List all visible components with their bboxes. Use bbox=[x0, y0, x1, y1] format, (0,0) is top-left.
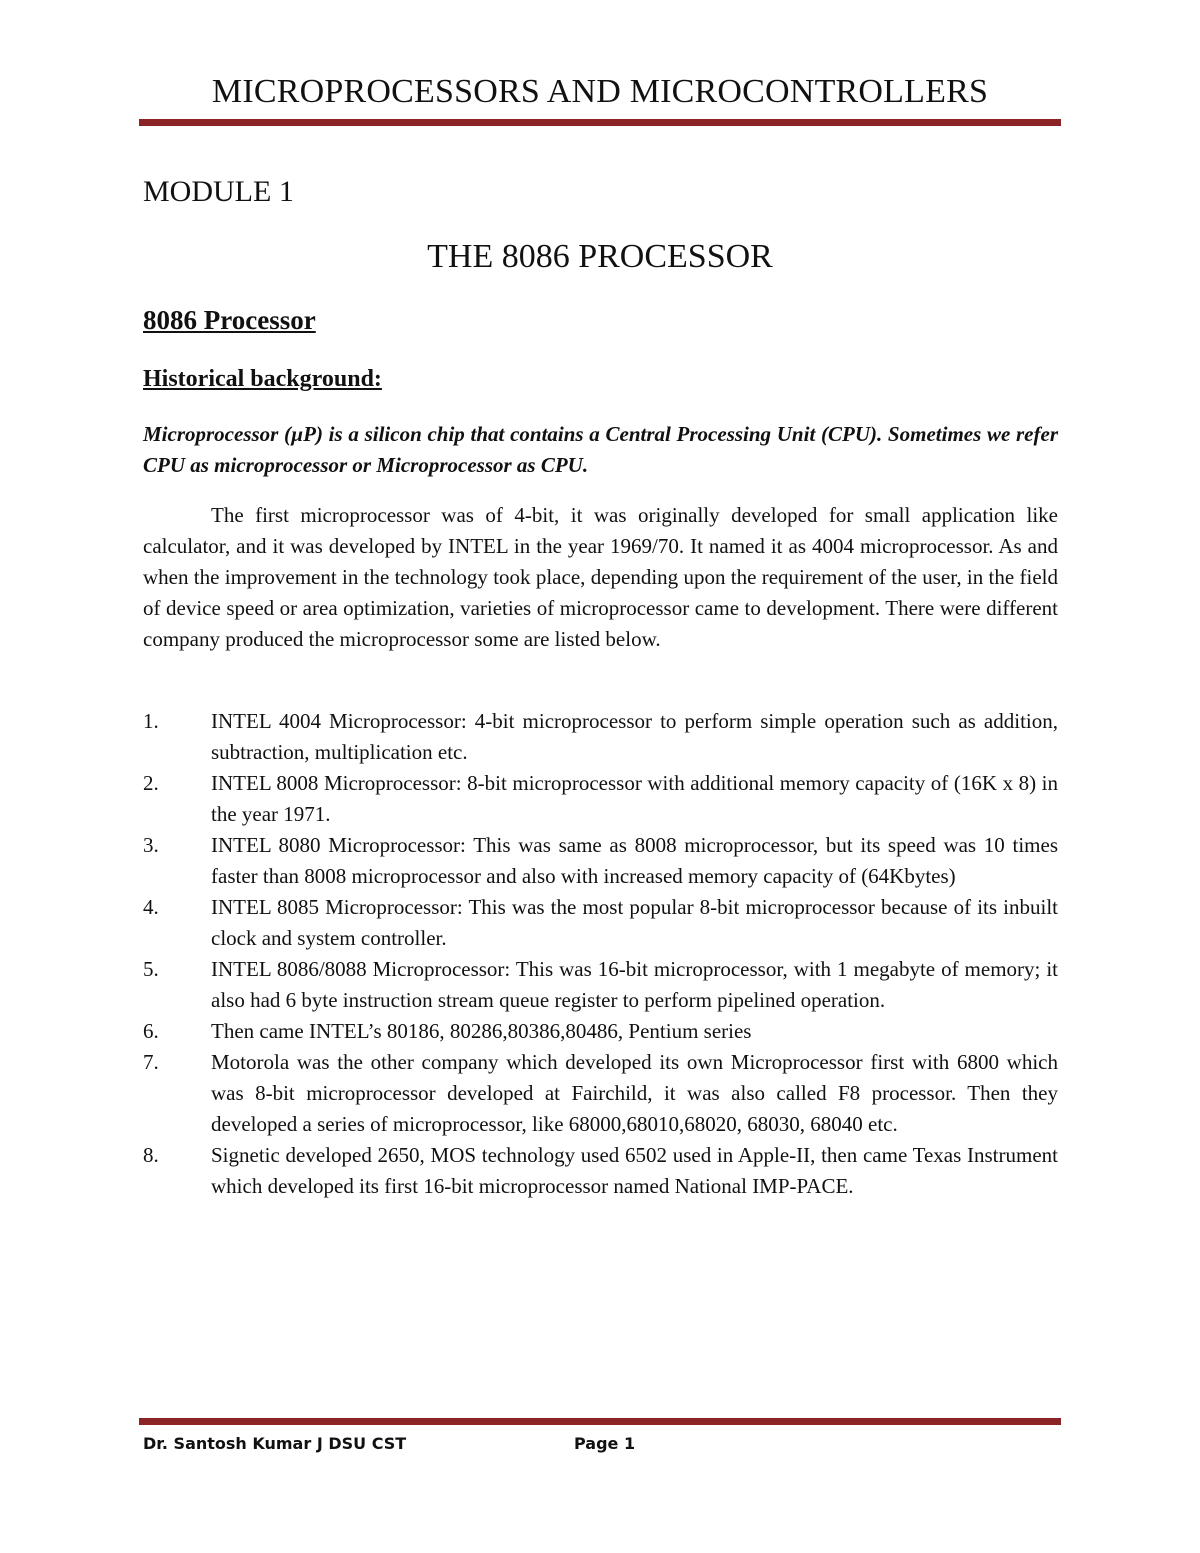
page-number: Page 1 bbox=[574, 1434, 636, 1453]
list-item bbox=[143, 706, 1058, 768]
list-item bbox=[143, 1140, 1058, 1202]
list-item-text: Motorola was the other company which developed its own Microprocessor first with 6800 which was 8-bit microprocessor developed at Fairchild, it was also called F8 processor. Then they developed a series of microprocessor, like 68000,68010,68020, 68030, 68040 etc. bbox=[211, 1050, 1058, 1136]
list-item bbox=[143, 1016, 1058, 1047]
document-title: THE 8086 PROCESSOR bbox=[427, 238, 773, 275]
list-item-number: 7. bbox=[143, 1050, 159, 1074]
list-item-text: INTEL 4004 Microprocessor: 4-bit microprocessor to perform simple operation such as addition, subtraction, multiplication etc. bbox=[211, 709, 1058, 764]
definition-paragraph: Microprocessor (µP) is a silicon chip that contains a Central Processing Unit (CPU). Sometimes we refer CPU as microprocessor or Microprocessor as CPU. bbox=[143, 422, 1058, 477]
list-item-number: 2. bbox=[143, 771, 159, 795]
module-label: MODULE 1 bbox=[143, 175, 294, 208]
list-item-number: 5. bbox=[143, 957, 159, 981]
list-item bbox=[143, 954, 1058, 1016]
list-item-number: 1. bbox=[143, 709, 159, 733]
list-item-number: 8. bbox=[143, 1143, 159, 1167]
intro-paragraph: The first microprocessor was of 4-bit, it was originally developed for small application like calculator, and it was developed by INTEL in the year 1969/70. It named it as 4004 microprocessor. As and when the improvement in the technology took place, depending upon the requirement of the user, in the field of device speed or area optimization, varieties of microprocessor came to development. There were different company produced the microprocessor some are listed below. bbox=[143, 503, 1058, 651]
list-item-text: INTEL 8085 Microprocessor: This was the most popular 8-bit microprocessor because of its inbuilt clock and system controller. bbox=[211, 895, 1058, 950]
list-item bbox=[143, 892, 1058, 954]
section-heading: 8086 Processor bbox=[143, 305, 316, 335]
list-item-text: INTEL 8008 Microprocessor: 8-bit microprocessor with additional memory capacity of (16K x 8) in the year 1971. bbox=[211, 771, 1058, 826]
page-header-title: MICROPROCESSORS AND MICROCONTROLLERS bbox=[211, 73, 989, 110]
microprocessor-history-list bbox=[143, 706, 1058, 1202]
list-item-text: Signetic developed 2650, MOS technology used 6502 used in Apple-II, then came Texas Instrument which developed its first 16-bit microprocessor named National IMP-PACE. bbox=[211, 1143, 1058, 1198]
list-item bbox=[143, 1047, 1058, 1140]
list-item-text: INTEL 8080 Microprocessor: This was same as 8008 microprocessor, but its speed was 10 times faster than 8008 microprocessor and also with increased memory capacity of (64Kbytes) bbox=[211, 833, 1058, 888]
list-item-number: 4. bbox=[143, 895, 159, 919]
list-item-number: 3. bbox=[143, 833, 159, 857]
footer-divider bbox=[139, 1418, 1061, 1425]
list-item bbox=[143, 768, 1058, 830]
list-item-number: 6. bbox=[143, 1019, 159, 1043]
list-item-text: INTEL 8086/8088 Microprocessor: This was 16-bit microprocessor, with 1 megabyte of memory; it also had 6 byte instruction stream queue register to perform pipelined operation. bbox=[211, 957, 1058, 1012]
subsection-heading: Historical background: bbox=[143, 366, 382, 392]
list-item-text: Then came INTEL’s 80186, 80286,80386,80486, Pentium series bbox=[211, 1019, 752, 1043]
list-item bbox=[143, 830, 1058, 892]
header-divider bbox=[139, 119, 1061, 126]
footer-author: Dr. Santosh Kumar J DSU CST bbox=[143, 1434, 407, 1453]
